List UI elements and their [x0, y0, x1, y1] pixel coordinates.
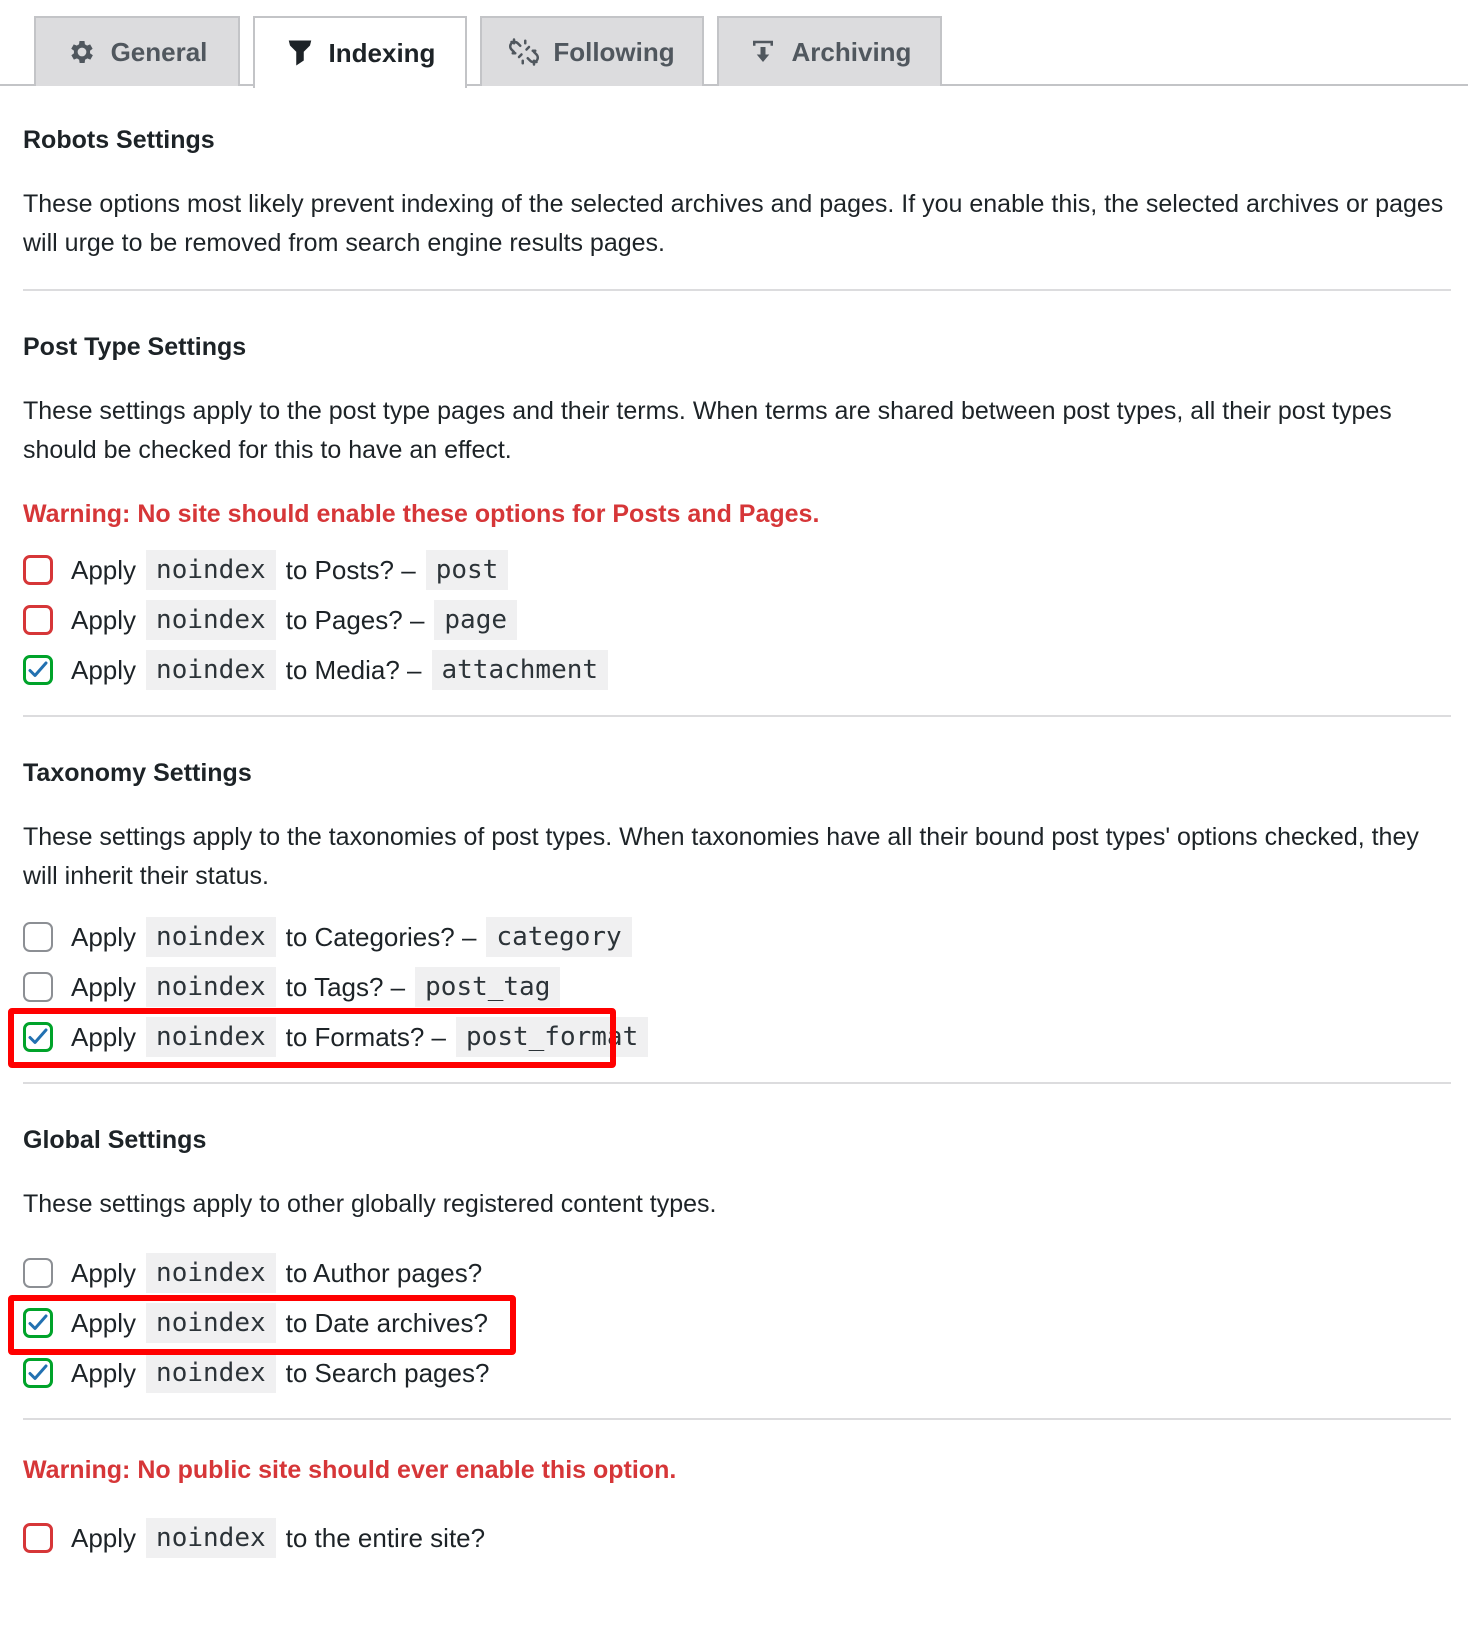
- option-code: noindex: [146, 1353, 276, 1393]
- section-divider: [23, 1418, 1451, 1420]
- option-code: noindex: [146, 967, 276, 1007]
- option-code: noindex: [146, 650, 276, 690]
- option-noindex-tags: [23, 962, 1451, 1012]
- post-type-options: [23, 545, 1451, 695]
- option-prefix: Apply: [71, 604, 137, 635]
- option-noindex-formats: [23, 1012, 1451, 1062]
- noindex-search-pages-checkbox[interactable]: [23, 1358, 53, 1388]
- post-type-warning: Warning: No site should enable these options for Posts and Pages.: [23, 500, 820, 528]
- robots-settings-title: Robots Settings: [23, 126, 215, 154]
- option-prefix: Apply: [71, 1021, 137, 1052]
- section-divider: [23, 289, 1451, 291]
- option-label: to Search pages?: [285, 1357, 490, 1388]
- option-noindex-author-pages: [23, 1248, 1451, 1298]
- option-code: noindex: [146, 917, 276, 957]
- option-noindex-entire-site: [23, 1513, 1451, 1563]
- option-label: to the entire site?: [285, 1522, 486, 1553]
- noindex-media-checkbox[interactable]: [23, 655, 53, 685]
- post-type-settings-description: These settings apply to the post type pages and their terms. When terms are shared between post types, all their post types should be checked for this to have an effect.: [23, 397, 1392, 464]
- entire-site-warning: Warning: No public site should ever enable this option.: [23, 1456, 677, 1484]
- taxonomy-options: [23, 912, 1451, 1062]
- checkmark-icon: [26, 658, 50, 682]
- option-label: to Media? –: [285, 654, 422, 685]
- option-label: to Pages? –: [285, 604, 425, 635]
- taxonomy-settings-description: These settings apply to the taxonomies of post types. When taxonomies have all their bound post types' options checked, they will inherit their status.: [23, 823, 1419, 890]
- section-divider: [23, 1082, 1451, 1084]
- option-slug: post: [426, 550, 509, 590]
- robots-settings-description: These options most likely prevent indexing of the selected archives and pages. If you enable this, the selected archives or pages will urge to be removed from search engine results pages.: [23, 190, 1444, 257]
- option-prefix: Apply: [71, 1357, 137, 1388]
- option-noindex-date-archives: [23, 1298, 1451, 1348]
- option-prefix: Apply: [71, 654, 137, 685]
- option-slug: category: [486, 917, 631, 957]
- noindex-posts-checkbox[interactable]: [23, 555, 53, 585]
- post-type-settings-title: Post Type Settings: [23, 333, 247, 361]
- option-prefix: Apply: [71, 971, 137, 1002]
- tab-label: Indexing: [328, 37, 436, 68]
- indexing-settings-panel: [23, 86, 1451, 1563]
- noindex-entire-site-checkbox[interactable]: [23, 1523, 53, 1553]
- option-label: to Tags? –: [285, 971, 406, 1002]
- option-prefix: Apply: [71, 1522, 137, 1553]
- option-label: to Author pages?: [285, 1257, 483, 1288]
- noindex-author-pages-checkbox[interactable]: [23, 1258, 53, 1288]
- option-code: noindex: [146, 1518, 276, 1558]
- noindex-categories-checkbox[interactable]: [23, 922, 53, 952]
- tab-label: Archiving: [791, 36, 912, 67]
- option-code: noindex: [146, 600, 276, 640]
- taxonomy-settings-title: Taxonomy Settings: [23, 759, 252, 787]
- tab-indexing[interactable]: [253, 16, 467, 88]
- option-noindex-posts: [23, 545, 1451, 595]
- option-prefix: Apply: [71, 554, 137, 585]
- option-slug: post_tag: [415, 967, 560, 1007]
- option-code: noindex: [146, 1253, 276, 1293]
- option-noindex-search-pages: [23, 1348, 1451, 1398]
- noindex-formats-checkbox[interactable]: [23, 1022, 53, 1052]
- archive-download-icon: [748, 37, 778, 67]
- tab-general[interactable]: [34, 16, 240, 86]
- noindex-pages-checkbox[interactable]: [23, 605, 53, 635]
- gear-icon: [67, 37, 97, 67]
- tab-archiving[interactable]: [717, 16, 942, 86]
- noindex-date-archives-checkbox[interactable]: [23, 1308, 53, 1338]
- option-prefix: Apply: [71, 921, 137, 952]
- noindex-tags-checkbox[interactable]: [23, 972, 53, 1002]
- global-options: [23, 1248, 1451, 1398]
- option-noindex-media: [23, 645, 1451, 695]
- checkmark-icon: [26, 1311, 50, 1335]
- option-prefix: Apply: [71, 1257, 137, 1288]
- option-label: to Date archives?: [285, 1307, 488, 1338]
- global-settings-title: Global Settings: [23, 1126, 207, 1154]
- option-slug: post_format: [456, 1017, 648, 1057]
- global-settings-description: These settings apply to other globally registered content types.: [23, 1190, 717, 1218]
- tab-following[interactable]: [480, 16, 704, 86]
- tab-label: Following: [553, 36, 675, 67]
- option-noindex-pages: [23, 595, 1451, 645]
- option-noindex-categories: [23, 912, 1451, 962]
- entire-site-options: [23, 1513, 1451, 1563]
- settings-tab-bar: [0, 0, 1468, 86]
- funnel-icon: [285, 38, 315, 68]
- option-slug: page: [434, 600, 517, 640]
- option-label: to Formats? –: [285, 1021, 447, 1052]
- checkmark-icon: [26, 1361, 50, 1385]
- checkmark-icon: [26, 1025, 50, 1049]
- option-slug: attachment: [432, 650, 609, 690]
- option-code: noindex: [146, 1017, 276, 1057]
- option-label: to Categories? –: [285, 921, 477, 952]
- option-code: noindex: [146, 550, 276, 590]
- option-label: to Posts? –: [285, 554, 416, 585]
- tab-label: General: [110, 36, 208, 67]
- section-divider: [23, 715, 1451, 717]
- broken-link-icon: [509, 37, 539, 67]
- option-code: noindex: [146, 1303, 276, 1343]
- option-prefix: Apply: [71, 1307, 137, 1338]
